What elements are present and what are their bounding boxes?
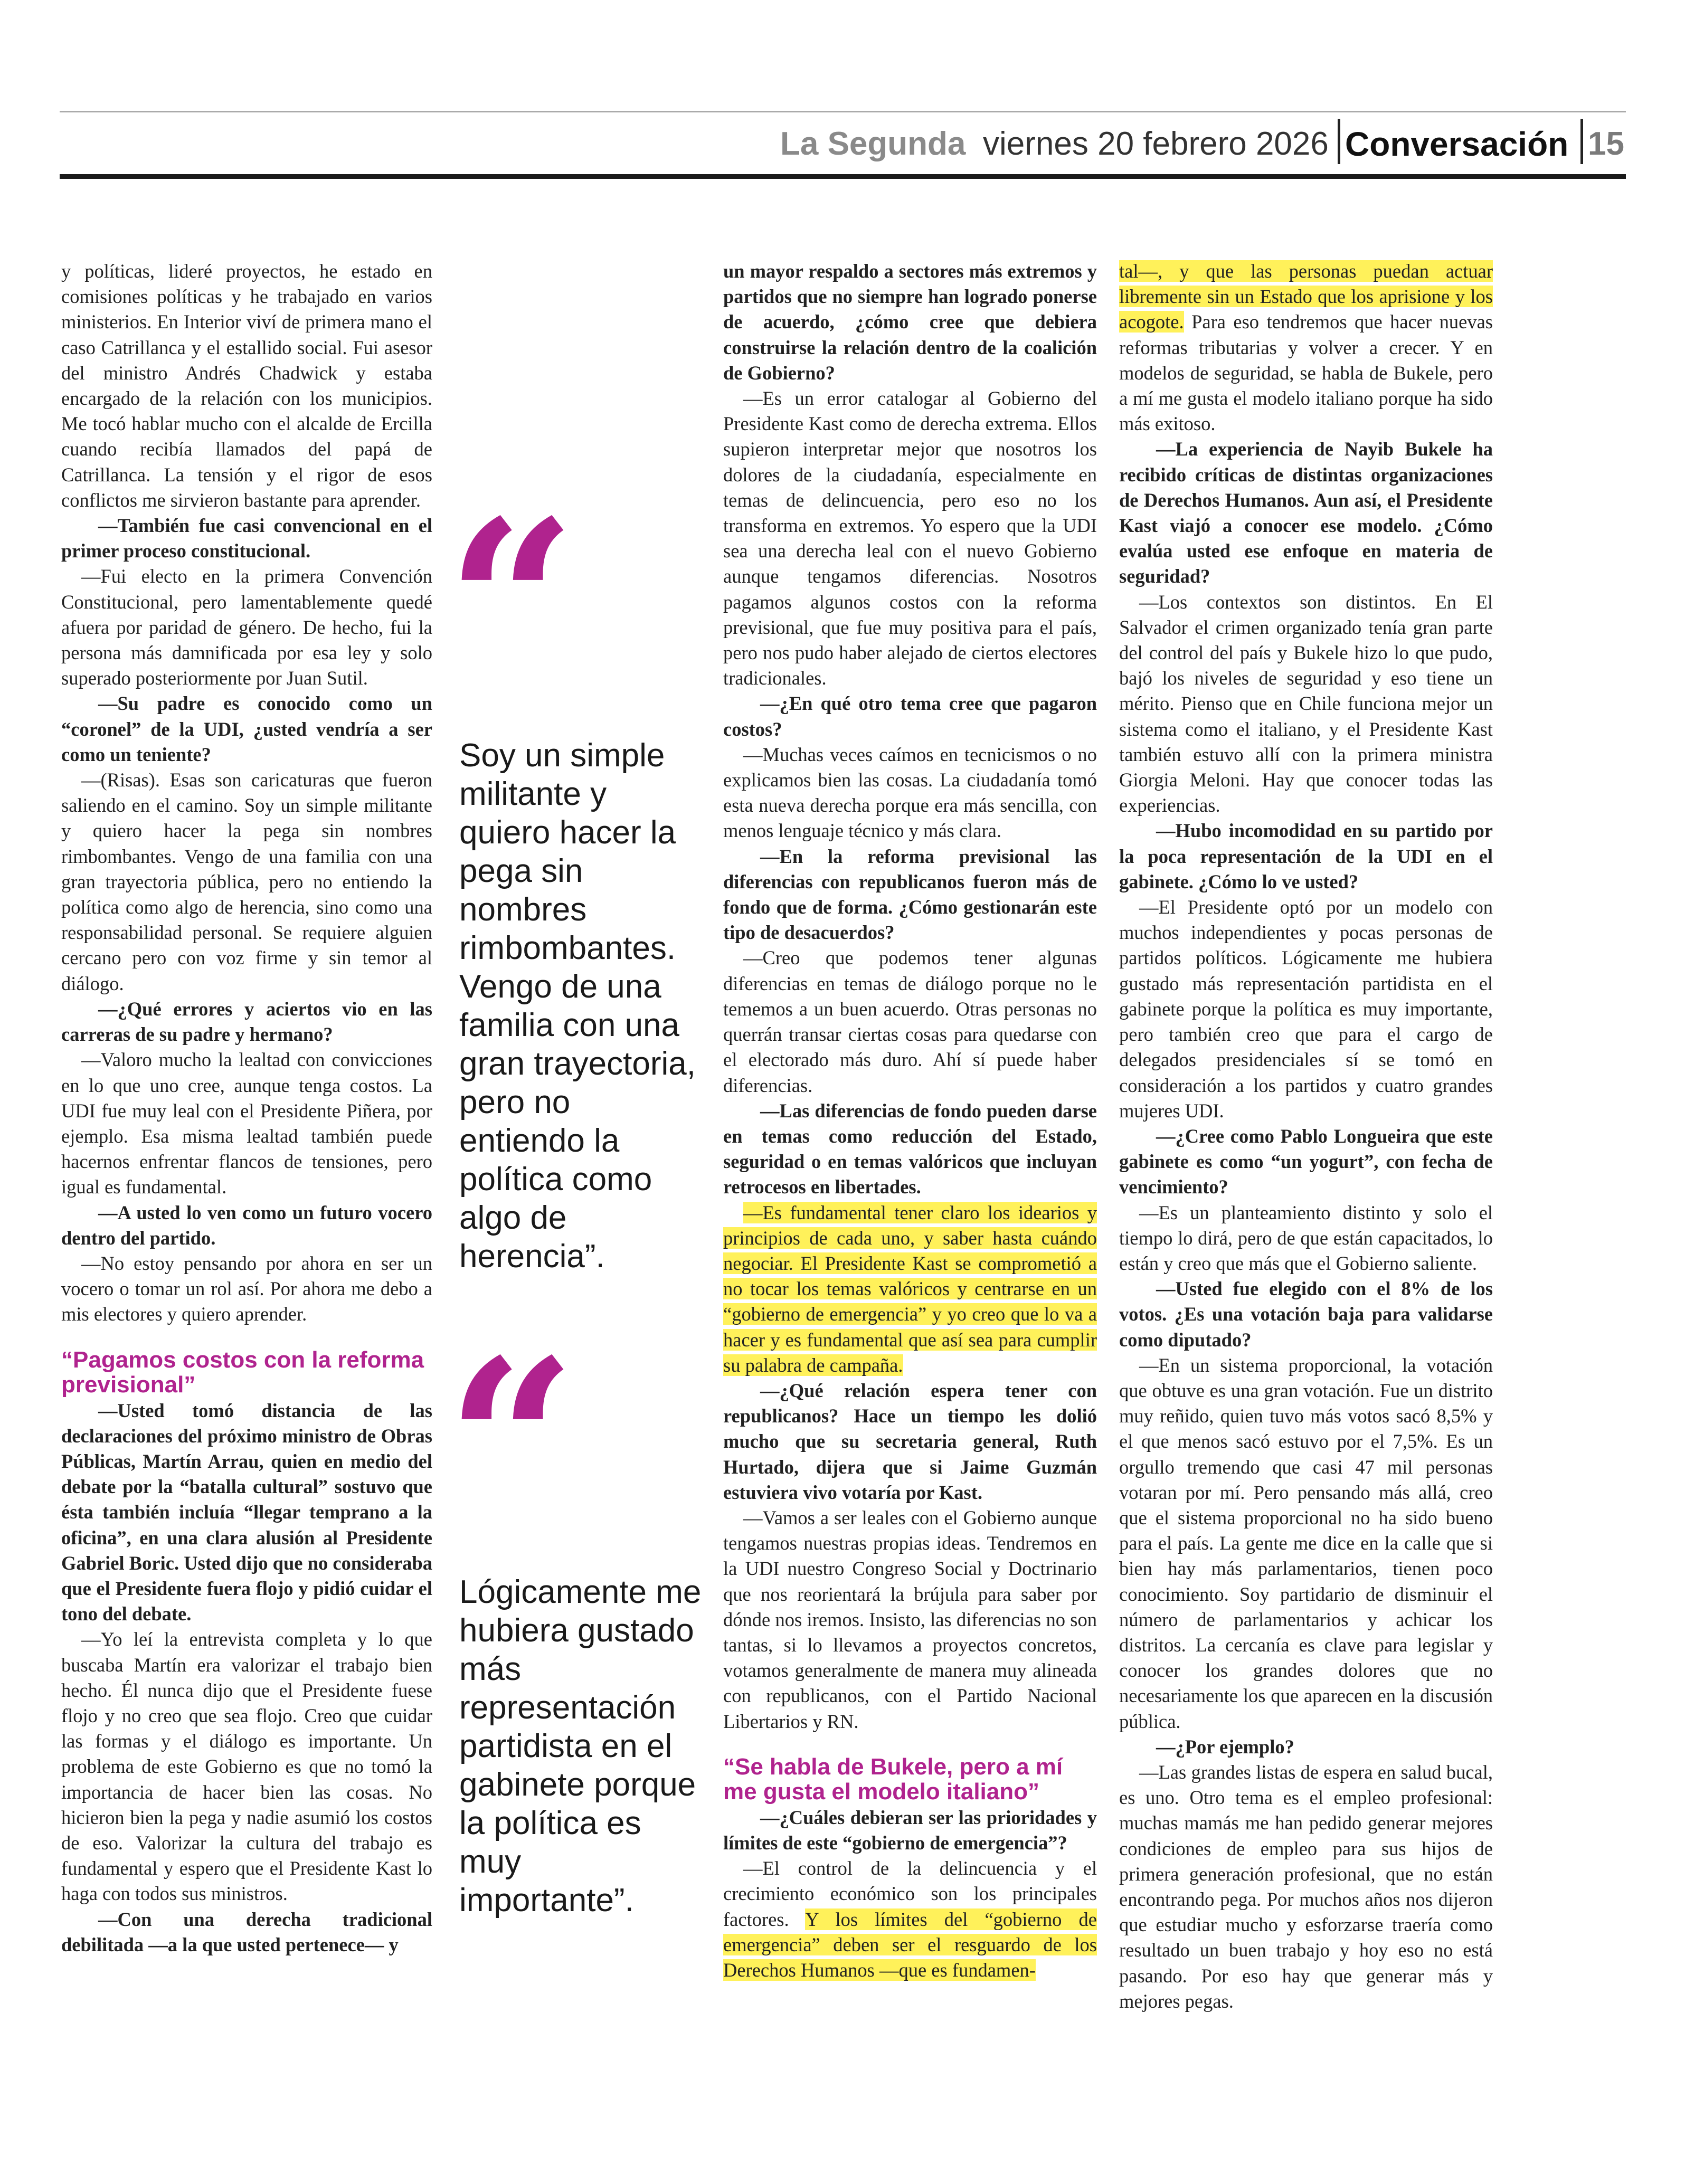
answer-paragraph: —No estoy pensando por ahora en ser un vocero o tomar un rol así. Por ahora me debo a mis electores y quiero aprender. xyxy=(61,1252,432,1325)
answer-paragraph: —El Presidente optó por un modelo con muchos independientes y pocas personas de partidos políticos. Lógicamente me hubiera gustado más representación partidista en el gabinete porque la política es muy importante, pero también creo que para el cargo de delegados presidenciales sí se tomó en consideración a los partidos y cuatro grandes mujeres UDI. xyxy=(1119,896,1493,1122)
section-name: Conversación xyxy=(1345,125,1569,163)
answer-paragraph: —Los contextos son distintos. En El Salvador el crimen organizado tenía gran parte del control del país y Bukele hizo lo que pudo, bajó los niveles de seguridad y eso tiene un mérito. Pienso que en Chile funciona mejor un sistema como el italiano, y el Presidente Kast también estuvo allí con la primera ministra Giorgia Meloni. Hay que conocer todas las experiencias. xyxy=(1119,591,1493,816)
issue-date: viernes 20 febrero 2026 xyxy=(983,126,1329,162)
question-paragraph: —La experiencia de Nayib Bukele ha recibido críticas de distintas organizaciones de Derechos Humanos. Aun así, el Presidente Kast viajó a conocer ese modelo. ¿Cómo evalúa usted ese enfoque en materia de seguridad? xyxy=(1119,438,1493,587)
answer-paragraph: —Es un planteamiento distinto y solo el tiempo lo dirá, pero de que están capacitados, lo están y creo que más que el Gobierno saliente. xyxy=(1119,1201,1493,1274)
question-paragraph: —También fue casi convencional en el primer proceso constitucional. xyxy=(61,515,432,562)
answer-paragraph: y políticas, lideré proyectos, he estado en comisiones políticas y he trabajado en varios ministerios. En Interior viví de primera mano el caso Catrillanca y el estallido social. Fui asesor del ministro Andrés Chadwick y estaba encargado de la relación con los municipios. Me tocó hablar mucho con el alcalde de Ercilla cuando recibía llamados del papá de Catrillanca. La tensión y el rigor de esos conflictos me sirvieron bastante para aprender. xyxy=(61,260,432,511)
answer-paragraph: —Muchas veces caímos en tecnicismos o no explicamos bien las cosas. La ciudadanía tomó esta nueva derecha porque era más sencilla, con menos lenguaje técnico y más clara. xyxy=(723,743,1097,842)
header-separator xyxy=(1338,119,1340,164)
answer-paragraph: —Es un error catalogar al Gobierno del Presidente Kast como de derecha extrema. Ellos supieron interpretar mejor que nosotros los dolores de la ciudadanía, especialmente en temas de delincuencia, pero eso no los transforma en extremos. Yo espero que la UDI sea una derecha leal con el nuevo Gobierno aunque tengamos diferencias. Nosotros pagamos algunos costos con la reforma previsional, que fue muy positiva para el país, pero nos pudo haber alejado de ciertos electores tradicionales. xyxy=(723,387,1097,689)
quote-mark-icon: “ xyxy=(446,1310,577,1577)
answer-paragraph xyxy=(723,1856,1097,1983)
subheading: “Se habla de Bukele, pero a mí me gusta el modelo italiano” xyxy=(723,1753,1063,1805)
question-paragraph: —Con una derecha tradicional debilitada —a la que usted pertenece— y xyxy=(61,1908,432,1955)
answer-paragraph: —Las grandes listas de espera en salud bucal, es uno. Otro tema es el empleo profesional: muchas mamás me han pedido generar mejores condiciones de empleo para sus hijos de primera generación profesional, que no están encontrando pega. Por muchos años nos dijeron que estudiar mucho y esforzarse traería como resultado un buen trabajo y hoy eso no está pasando. Por eso hay que generar más y mejores pegas. xyxy=(1119,1761,1493,2012)
question-paragraph: —Usted tomó distancia de las declaraciones del próximo ministro de Obras Públicas, Martín Arrau, quien en medio del debate por la “batalla cultural” sostuvo que ésta también incluía “llegar temprano a la oficina”, en una clara alusión al Presidente Gabriel Boric. Usted dijo que no consideraba que el Presidente fuera flojo y pidió cuidar el tono del debate. xyxy=(61,1399,432,1625)
pull-quote: Soy un simple militante y quiero hacer la pega sin nombres rimbombantes. Vengo de una familia con una gran trayectoria, pero no entiendo la política como algo de herencia”. xyxy=(459,737,696,1275)
article-column-1 xyxy=(61,259,432,1958)
question-paragraph: —¿Qué relación espera tener con republicanos? Hace un tiempo les dolió mucho que su secretaria general, Ruth Hurtado, dijera que si Jaime Guzmán estuviera vivo votaría por Kast. xyxy=(723,1379,1097,1503)
question-paragraph: —¿Qué errores y aciertos vio en las carreras de su padre y hermano? xyxy=(61,998,432,1046)
answer-paragraph: —Creo que podemos tener algunas diferencias en temas de diálogo porque no le tememos a un buen acuerdo. Otras personas no querrán transar ciertas cosas para quedarse con el electorado más duro. Ahí sí puede haber diferencias. xyxy=(723,947,1097,1096)
question-paragraph: —¿Por ejemplo? xyxy=(1156,1735,1294,1758)
answer-paragraph: —Fui electo en la primera Convención Constitucional, pero lamentablemente quedé afuera por paridad de género. De hecho, fui la persona más damnificada por esa ley y solo superado posteriormente por Juan Sutil. xyxy=(61,565,432,689)
answer-paragraph: —En un sistema proporcional, la votación que obtuve es una gran votación. Fue un distrito muy reñido, quien tuvo más votos sacó 8,5% y el que menos sacó estuvo por el 7,5%. Es un orgullo tremendo que casi 47 mil personas votaran por mí. Pero pensando más allá, creo que el sistema proporcional no ha sido bueno para el país. La gente me dice en la calle que si bien hay más parlamentarios, tienen poco conocimiento. Soy partidario de disminuir el número de parlamentarios y achicar los distritos. La cercanía es clave para legislar y conocer los grandes dolores que no necesariamente los que aparecen en la discusión pública. xyxy=(1119,1354,1493,1732)
question-paragraph: —¿En qué otro tema cree que pagaron costos? xyxy=(723,692,1097,740)
question-paragraph: —Usted fue elegido con el 8% de los votos. ¿Es una votación baja para validarse como diputado? xyxy=(1119,1278,1493,1351)
page-number: 15 xyxy=(1588,126,1624,162)
highlighted-text: Y los límites del “gobierno de emergencia” deben ser el resguardo de los Derechos Humanos —que es fundamen- xyxy=(723,1908,1097,1981)
question-paragraph: —Hubo incomodidad en su partido por la poca representación de la UDI en el gabinete. ¿Cómo lo ve usted? xyxy=(1119,820,1493,892)
question-paragraph: —¿Cuáles debieran ser las prioridades y límites de este “gobierno de emergencia”? xyxy=(723,1806,1097,1854)
answer-paragraph: —(Risas). Esas son caricaturas que fueron saliendo en el camino. Soy un simple militante y quiero hacer la pega sin nombres rimbombantes. Vengo de una familia con una gran trayectoria pública, pero no entiendo la política como algo de herencia, sino como una responsabilidad personal. Se requiere alguien cercano pero con voz firme y sin temor al diálogo. xyxy=(61,769,432,994)
newspaper-brand: La Segunda xyxy=(780,126,966,162)
header-bottom-rule xyxy=(60,174,1626,179)
article-column-4 xyxy=(1119,259,1493,2014)
highlighted-text: —Es fundamental tener claro los idearios y principios de cada uno, y saber hasta cuándo negociar. El Presidente Kast se comprometió a no tocar los temas valóricos y centrarse en un “gobierno de emergencia” y yo creo que lo va a hacer y es fundamental que así sea para cumplir su palabra de campaña. xyxy=(723,1201,1097,1376)
question-paragraph: —En la reforma previsional las diferencias con republicanos fueron más de fondo que de forma. ¿Cómo gestionarán este tipo de desacuerdos? xyxy=(723,845,1097,944)
article-column-3 xyxy=(723,259,1097,1983)
answer-paragraph: —Yo leí la entrevista completa y lo que buscaba Martín era valorizar el trabajo bien hecho. Él nunca dijo que el Presidente fuese flojo y no creo que sea flojo. Creo que cuidar las formas y el diálogo es importante. Un problema de este Gobierno es que no tomó la importancia de hacer bien las cosas. No hicieron bien la pega y nadie asumió los costos de eso. Valorizar la cultura del trabajo es fundamental y espero que el Presidente Kast lo haga con todos sus ministros. xyxy=(61,1628,432,1905)
answer-paragraph-highlighted xyxy=(723,1200,1097,1378)
answer-paragraph xyxy=(1119,259,1493,436)
answer-paragraph: —Valoro mucho la lealtad con convicciones en lo que uno cree, aunque tenga costos. La UDI fue muy leal con el Presidente Piñera, por ejemplo. Esa misma lealtad también puede hacernos enfrentar flancos de tensiones, pero igual es fundamental. xyxy=(61,1049,432,1198)
highlighted-text: tal—, y que las personas puedan actuar libremente sin un Estado que los aprisione y los acogote. xyxy=(1119,260,1493,333)
subheading: “Pagamos costos con la reforma previsional” xyxy=(61,1346,424,1398)
question-paragraph: —A usted lo ven como un futuro vocero dentro del partido. xyxy=(61,1201,432,1249)
header-top-rule xyxy=(60,111,1626,112)
question-paragraph: —Su padre es conocido como un “coronel” de la UDI, ¿usted vendría a ser como un teniente? xyxy=(61,692,432,765)
quote-mark-icon: “ xyxy=(446,471,577,737)
answer-text: —El control de la delincuencia y el crecimiento económico son los principales factores. xyxy=(723,1857,1097,1930)
question-paragraph: —Las diferencias de fondo pueden darse en temas como reducción del Estado, seguridad o en temas valóricos que incluyan retrocesos en libertades. xyxy=(723,1099,1097,1198)
answer-text: Para eso tendremos que hacer nuevas reformas tributarias y volver a crecer. Y en modelos de seguridad, se habla de Bukele, pero a mí me gusta el modelo italiano porque ha sido más exitoso. xyxy=(1119,311,1493,435)
pull-quote: Lógicamente me hubiera gustado más representación partidista en el gabinete porque la política es muy importante”. xyxy=(459,1574,702,1919)
question-paragraph: un mayor respaldo a sectores más extremos y partidos que no siempre han logrado ponerse de acuerdo, ¿cómo cree que debiera construirse la relación dentro de la coalición de Gobierno? xyxy=(723,260,1097,384)
question-paragraph: —¿Cree como Pablo Longueira que este gabinete es como “un yogurt”, con fecha de vencimiento? xyxy=(1119,1125,1493,1198)
answer-paragraph: —Vamos a ser leales con el Gobierno aunque tengamos nuestras propias ideas. Tendremos en la UDI nuestro Congreso Social y Doctrinario que nos reorientará la brújula para saber por dónde nos iremos. Insisto, las diferencias no son tantas, si lo llevamos a proyectos concretos, votamos generalmente de manera muy alineada con republicanos, con el Partido Nacional Libertarios y RN. xyxy=(723,1506,1097,1732)
header-separator xyxy=(1580,119,1583,164)
